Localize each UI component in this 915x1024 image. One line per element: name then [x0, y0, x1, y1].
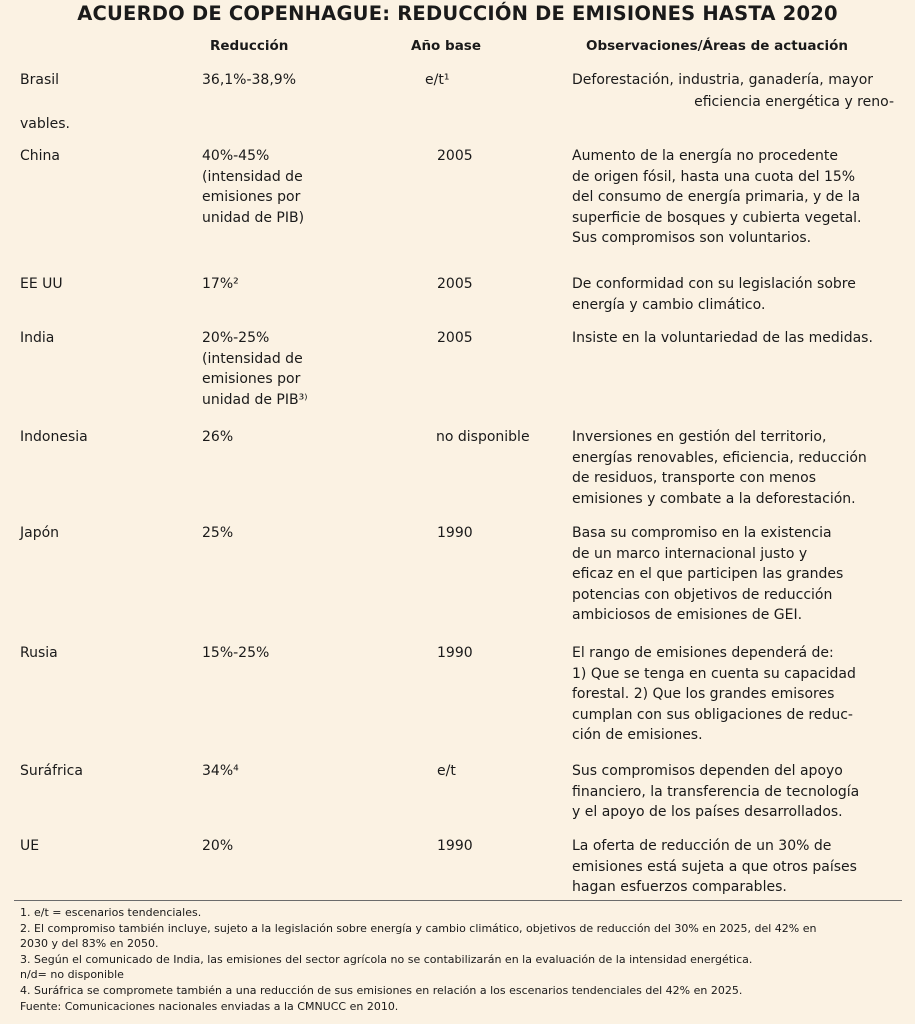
row-eeuu-reduction: 17%² — [202, 276, 239, 292]
row-surafrica-reduction: 34%⁴ — [202, 763, 239, 779]
row-japon-reduction: 25% — [202, 525, 234, 541]
row-india-obs: Insiste en la voluntariedad de las medidas. — [572, 330, 873, 346]
footnotes: 1. e/t = escenarios tendenciales. 2. El compromiso también incluye, sujeto a la legislación sobre energía y cambio climático, objetivos de reducción del 30% en 2025, del 42% en 2030 y del 83% en 2050. 3. Según el comunicado de India, las emisiones del sector agrícola no se contabilizarán en la evaluación de la intensidad energética. n/d= no disponible 4. Suráfrica se compromete también a una reducción de sus emisiones en relación a los escenarios tendenciales del 42% en 2025. Fuente: Comunicaciones nacionales enviadas a la CMNUCC en 2010. — [20, 906, 817, 1013]
row-japon-year: 1990 — [437, 525, 473, 541]
row-india-reduction: 20%-25% (intensidad de emisiones por unidad de PIB³⁾ — [202, 330, 308, 408]
row-indonesia-reduction: 26% — [202, 429, 234, 445]
row-indonesia-year: no disponible — [436, 429, 530, 445]
row-brasil-obs-line2: eficiencia energética y reno- — [694, 94, 894, 110]
row-ue-reduction: 20% — [202, 838, 234, 854]
row-indonesia-country: Indonesia — [20, 429, 88, 445]
row-ue-year: 1990 — [437, 838, 473, 854]
row-china-reduction: 40%-45% (intensidad de emisiones por unidad de PIB) — [202, 148, 305, 226]
row-eeuu-obs: De conformidad con su legislación sobre energía y cambio climático. — [572, 276, 856, 313]
row-rusia-year: 1990 — [437, 645, 473, 661]
row-japon-obs: Basa su compromiso en la existencia de un marco internacional justo y eficaz en el que participen las grandes potencias con objetivos de reducción ambiciosos de emisiones de GEI. — [572, 525, 844, 624]
row-china-year: 2005 — [437, 148, 473, 164]
row-brasil-year: e/t¹ — [425, 72, 450, 88]
table-bottom-rule — [14, 900, 902, 901]
row-china-obs: Aumento de la energía no procedente de origen fósil, hasta una cuota del 15% del consumo de energía primaria, y de la superficie de bosques y cubierta vegetal. Sus compromisos son voluntarios. — [572, 148, 862, 247]
row-eeuu-year: 2005 — [437, 276, 473, 292]
row-eeuu-country: EE UU — [20, 276, 63, 292]
row-china-country: China — [20, 148, 60, 164]
row-ue-obs: La oferta de reducción de un 30% de emisiones está sujeta a que otros países hagan esfuerzos comparables. — [572, 838, 857, 896]
table-title: ACUERDO DE COPENHAGUE: REDUCCIÓN DE EMISIONES HASTA 2020 — [77, 2, 838, 25]
row-brasil-reduction: 36,1%-38,9% — [202, 72, 297, 88]
row-rusia-obs: El rango de emisiones dependerá de: 1) Que se tenga en cuenta su capacidad forestal. 2) Que los grandes emisores cumplan con sus obligaciones de reduc- ción de emisiones. — [572, 645, 856, 744]
row-japon-country: Japón — [20, 525, 60, 541]
header-ano-base: Año base — [411, 38, 481, 54]
row-indonesia-obs: Inversiones en gestión del territorio, energías renovables, eficiencia, reducción de residuos, transporte con menos emisiones y combate a la deforestación. — [572, 429, 867, 507]
header-reduccion: Reducción — [210, 38, 289, 54]
row-surafrica-obs: Sus compromisos dependen del apoyo financiero, la transferencia de tecnología y el apoyo de los países desarrollados. — [572, 763, 860, 821]
row-rusia-reduction: 15%-25% — [202, 645, 270, 661]
row-brasil-obs-cont: vables. — [20, 116, 70, 132]
row-surafrica-year: e/t — [437, 763, 456, 779]
row-brasil-country: Brasil — [20, 72, 60, 88]
row-india-country: India — [20, 330, 55, 346]
header-observaciones: Observaciones/Áreas de actuación — [586, 38, 848, 54]
row-surafrica-country: Suráfrica — [20, 763, 83, 779]
row-ue-country: UE — [20, 838, 40, 854]
row-india-year: 2005 — [437, 330, 473, 346]
row-brasil-obs-line1: Deforestación, industria, ganadería, mayor — [572, 72, 874, 88]
row-rusia-country: Rusia — [20, 645, 58, 661]
